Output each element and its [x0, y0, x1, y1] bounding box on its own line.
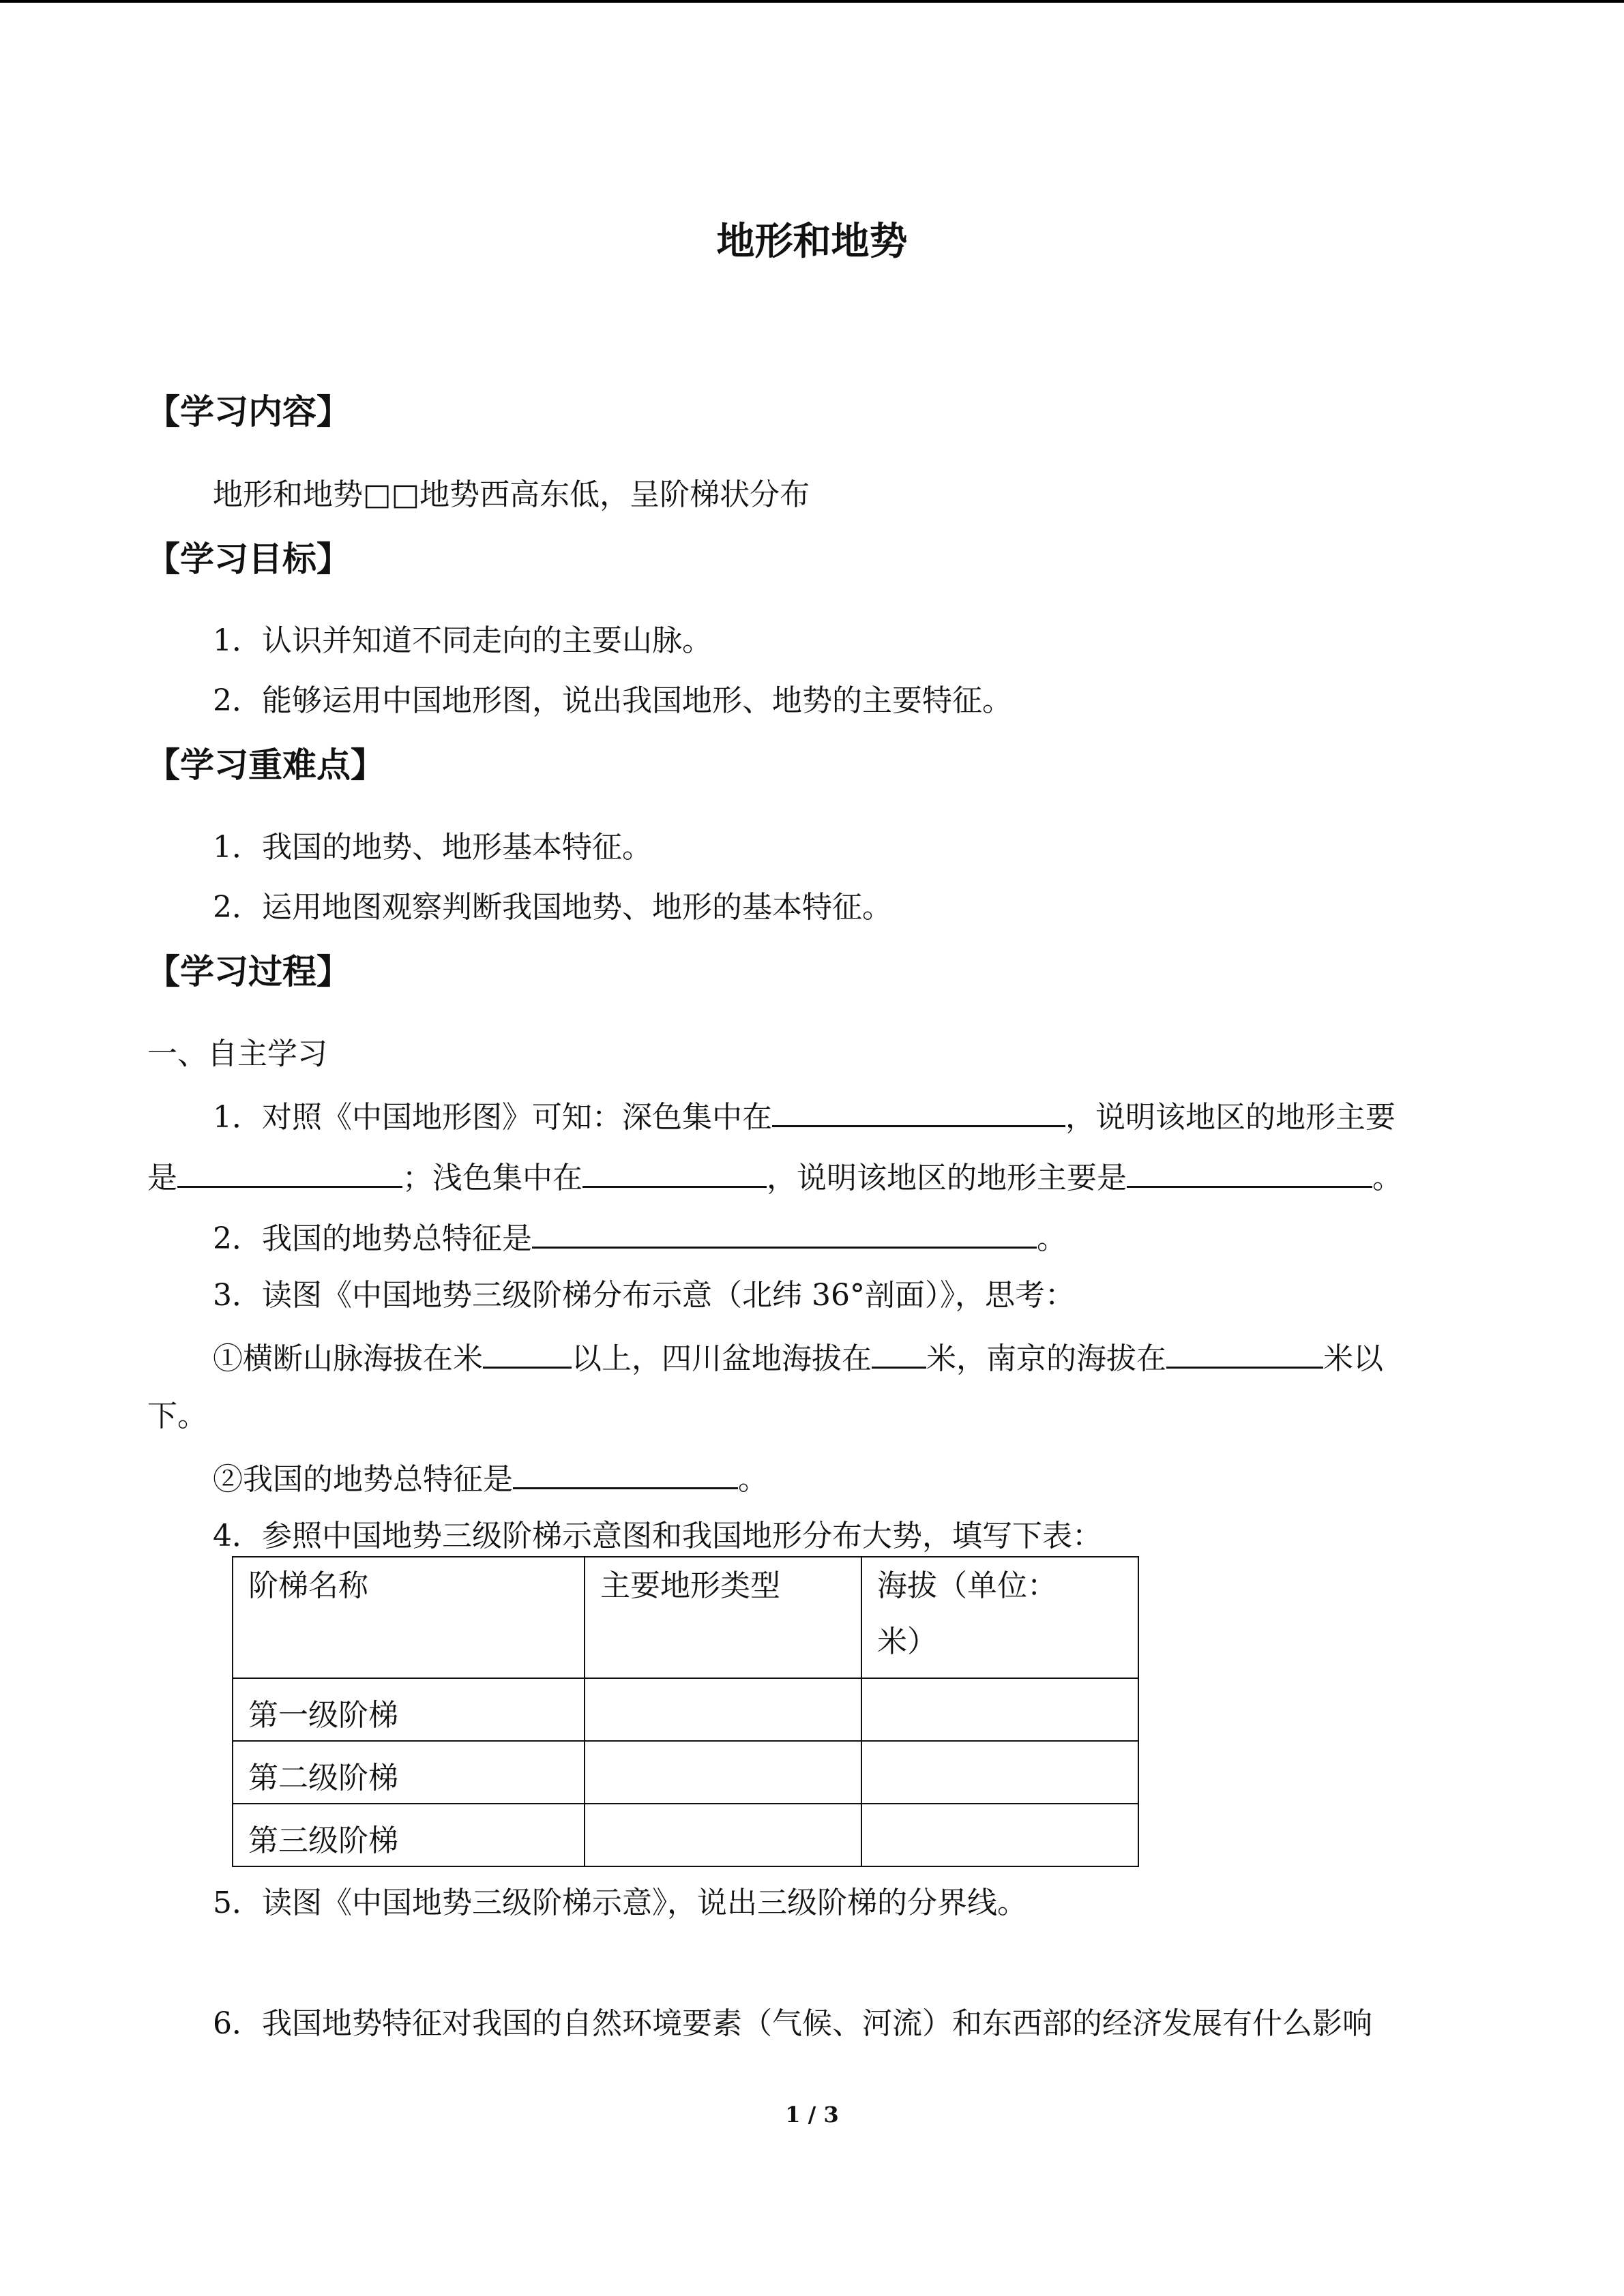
question-1-line-2: 是 ；浅色集中在 ，说明该地区的地形主要是 。 — [147, 1156, 1402, 1197]
goal-item: 2．能够运用中国地形图，说出我国地形、地势的主要特征。 — [213, 683, 1012, 718]
question-3-line-3: ②我国的地势总特征是 。 — [213, 1457, 768, 1499]
top-border — [0, 0, 1624, 3]
question-1-line-1: 1．对照《中国地形图》可知：深色集中在 ，说明该地区的地形主要 — [213, 1095, 1396, 1137]
table-row-label: 第三级阶梯 — [233, 1804, 585, 1866]
answer-blank[interactable] — [513, 1457, 738, 1489]
answer-blank[interactable] — [1166, 1337, 1323, 1369]
steps-table — [232, 1556, 1139, 1867]
table-answer-cell[interactable] — [861, 1678, 1138, 1741]
key-point-item: 1．我国的地势、地形基本特征。 — [213, 830, 652, 865]
content-text: 地形和地势□□地势西高东低，呈阶梯状分布 — [213, 477, 810, 512]
answer-blank[interactable] — [872, 1337, 926, 1369]
answer-blank[interactable] — [532, 1217, 1037, 1249]
table-header-row — [233, 1557, 1138, 1678]
table-header-cell: 海拔（单位： 米） — [861, 1557, 1138, 1678]
answer-blank[interactable] — [1127, 1156, 1372, 1188]
question-6: 6．我国地势特征对我国的自然环境要素（气候、河流）和东西部的经济发展有什么影响 — [213, 2006, 1372, 2041]
heading-process: 【学习过程】 — [146, 952, 351, 992]
question-3-line-2: 下。 — [147, 1399, 207, 1433]
answer-blank[interactable] — [483, 1337, 572, 1369]
question-4: 4．参照中国地势三级阶梯示意图和我国地形分布大势，填写下表： — [213, 1519, 1102, 1553]
question-3-line-1: ①横断山脉海拔在米 以上，四川盆地海拔在 米，南京的海拔在 米以 — [213, 1337, 1383, 1378]
part-title: 一、自主学习 — [147, 1037, 327, 1071]
question-5: 5．读图《中国地势三级阶梯示意》，说出三级阶梯的分界线。 — [213, 1885, 1027, 1920]
table-row-label: 第二级阶梯 — [233, 1741, 585, 1804]
table-answer-cell[interactable] — [585, 1678, 861, 1741]
page-title: 地形和地势 — [716, 220, 908, 264]
heading-content: 【学习内容】 — [146, 392, 351, 432]
goal-item: 1．认识并知道不同走向的主要山脉。 — [213, 623, 712, 658]
question-2: 2．我国的地势总特征是 。 — [213, 1217, 1067, 1258]
page-number: 1 / 3 — [785, 2102, 839, 2128]
table-row — [233, 1678, 1138, 1741]
table-header-cell: 主要地形类型 — [585, 1557, 861, 1678]
heading-key-points: 【学习重难点】 — [146, 745, 385, 785]
answer-blank[interactable] — [582, 1156, 767, 1188]
answer-blank[interactable] — [177, 1156, 402, 1188]
question-3-intro: 3．读图《中国地势三级阶梯分布示意（北纬 36°剖面）》，思考： — [213, 1278, 1075, 1313]
table-header-cell: 阶梯名称 — [233, 1557, 585, 1678]
table-row — [233, 1741, 1138, 1804]
key-point-item: 2．运用地图观察判断我国地势、地形的基本特征。 — [213, 890, 892, 925]
table-answer-cell[interactable] — [861, 1804, 1138, 1866]
table-row — [233, 1804, 1138, 1866]
table-answer-cell[interactable] — [585, 1804, 861, 1866]
heading-goals: 【学习目标】 — [146, 539, 351, 579]
answer-blank[interactable] — [772, 1095, 1065, 1127]
table-answer-cell[interactable] — [861, 1741, 1138, 1804]
table-answer-cell[interactable] — [585, 1741, 861, 1804]
table-row-label: 第一级阶梯 — [233, 1678, 585, 1741]
